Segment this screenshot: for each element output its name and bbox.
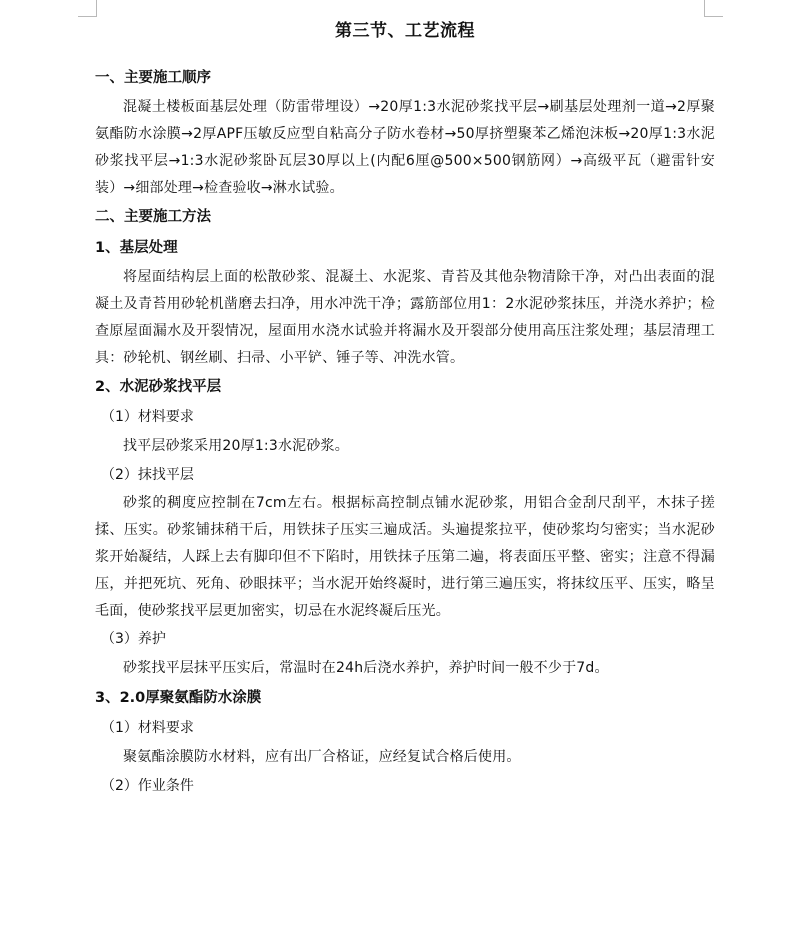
subsection-heading: 2、水泥砂浆找平层 — [95, 379, 222, 395]
paragraph: 混凝土楼板面基层处理（防雷带埋设）→20厚1:3水泥砂浆找平层→刷基层处理剂一道→2厚聚氨酯防水涂膜→2厚APF压敏反应型自粘高分子防水卷材→50厚挤塑聚苯乙烯泡沫板→20厚1:3水泥砂浆找平层→1:3水泥砂浆卧瓦层30厚以上(内配6厘@500×500钢筋网）→高级平瓦（避雷针安装）→细部处理→检查验收→淋水试验。 — [95, 99, 715, 196]
section-heading: 二、主要施工方法 — [95, 209, 211, 225]
subsection-heading: 1、基层处理 — [95, 240, 178, 256]
section-heading: 一、主要施工顺序 — [95, 70, 211, 86]
document-content — [95, 14, 715, 801]
subsection-heading: 3、2.0厚聚氨酯防水涂膜 — [95, 690, 262, 706]
page-title: 第三节、工艺流程 — [335, 21, 475, 41]
item-heading: （1）材料要求 — [101, 409, 194, 425]
item-heading: （3）养护 — [101, 631, 166, 647]
item-heading: （1）材料要求 — [101, 720, 194, 736]
paragraph: 聚氨酯涂膜防水材料，应有出厂合格证，应经复试合格后使用。 — [123, 749, 521, 765]
paragraph: 将屋面结构层上面的松散砂浆、混凝土、水泥浆、青苔及其他杂物清除干净，对凸出表面的混凝土及青苔用砂轮机凿磨去扫净，用水冲洗干净；露筋部位用1：2水泥砂浆抹压，并浇水养护；检查原屋面漏水及开裂情况，屋面用水浇水试验并将漏水及开裂部分使用高压注浆处理；基层清理工具：砂轮机、钢丝刷、扫帚、小平铲、锤子等、冲洗水管。 — [95, 269, 715, 366]
paragraph: 找平层砂浆采用20厚1:3水泥砂浆。 — [123, 438, 349, 454]
item-heading: （2）抹找平层 — [101, 467, 194, 483]
paragraph: 砂浆的稠度应控制在7cm左右。根据标高控制点铺水泥砂浆，用铝合金刮尺刮平，木抹子搓揉、压实。砂浆铺抹稍干后，用铁抹子压实三遍成活。头遍提浆拉平，使砂浆均匀密实；当水泥砂浆开始凝结，人踩上去有脚印但不下陷时，用铁抹子压第二遍，将表面压平整、密实；注意不得漏压，并把死坑、死角、砂眼抹平；当水泥开始终凝时，进行第三遍压实，将抹纹压平、压实，略呈毛面，使砂浆找平层更加密实，切忌在水泥终凝后压光。 — [95, 495, 715, 619]
item-heading: （2）作业条件 — [101, 778, 194, 794]
paragraph: 砂浆找平层抹平压实后，常温时在24h后浇水养护，养护时间一般不少于7d。 — [123, 660, 609, 676]
